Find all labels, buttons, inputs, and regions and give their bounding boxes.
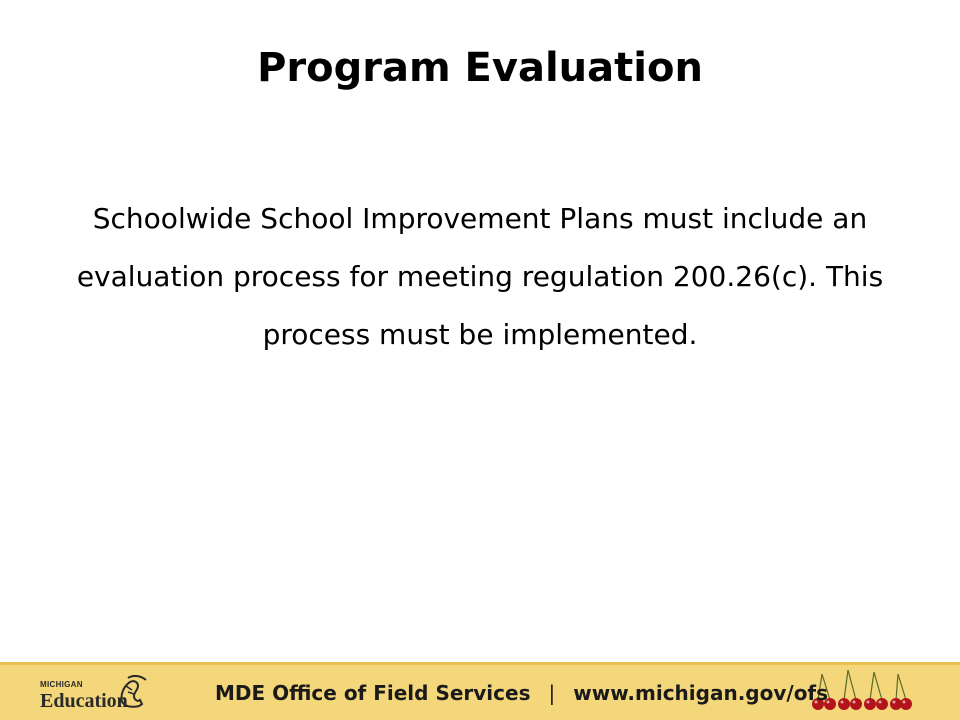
slide-title: Program Evaluation xyxy=(257,45,703,91)
footer-text xyxy=(215,673,828,713)
logo-state-text: MICHIGAN xyxy=(40,680,83,689)
footer-url-link[interactable]: www.michigan.gov/ofs xyxy=(573,681,829,705)
michigan-education-logo xyxy=(40,668,150,716)
footer-separator: | xyxy=(548,681,556,705)
footer-office-label: MDE Office of Field Services xyxy=(215,681,531,705)
michigan-map-icon xyxy=(116,672,150,710)
logo-main-text: Education xyxy=(40,690,128,712)
slide-body-text: Schoolwide School Improvement Plans must include an evaluation process for meeting regulation 200.26(c). This process must be implemented. xyxy=(76,202,884,351)
